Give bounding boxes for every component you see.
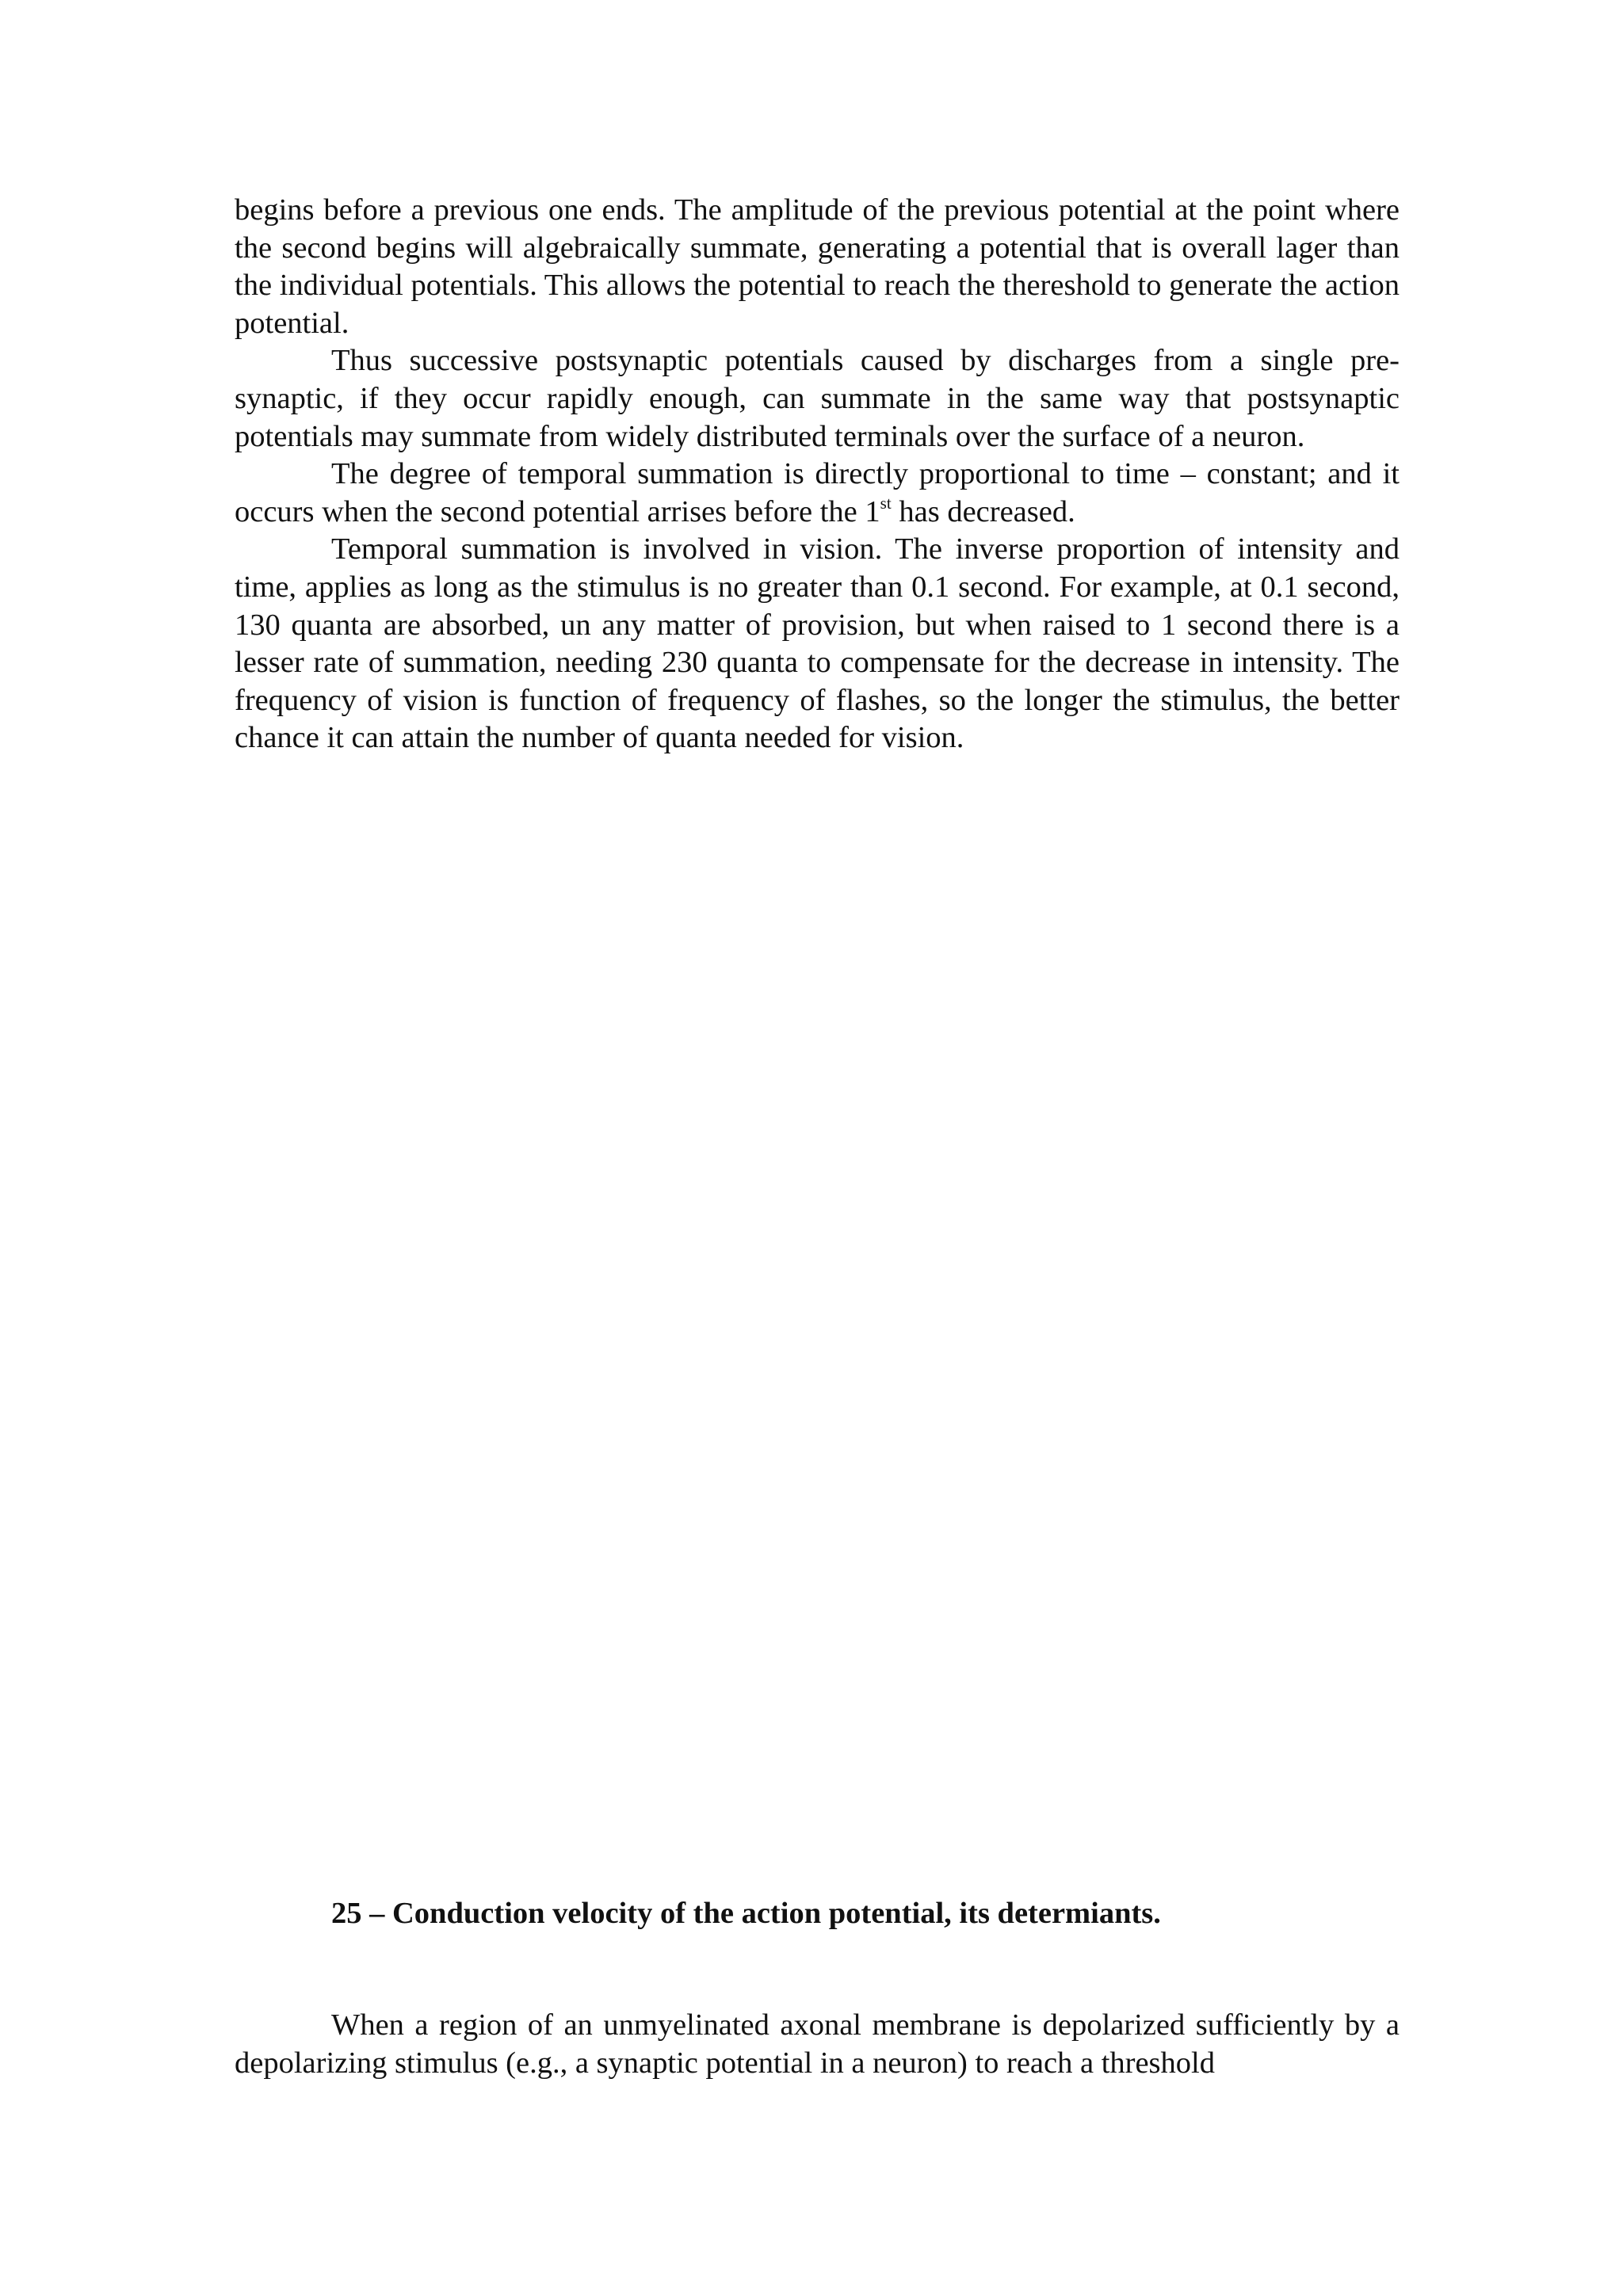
paragraph-2: Thus successive postsynaptic potentials caused by discharges from a single pre-synaptic, if they occur rapidly enough, can summate in the same way that postsynaptic potentials may summate from widely distributed terminals over the surface of a neuron. — [235, 344, 1400, 453]
text-block-lower — [235, 2007, 1400, 2082]
section-paragraph-1: When a region of an unmyelinated axonal membrane is depolarized sufficiently by a depolarizing stimulus (e.g., a synaptic potential in a neuron) to reach a threshold — [235, 2008, 1400, 2080]
paragraph-1: begins before a previous one ends. The amplitude of the previous potential at the point where the second begins will algebraically summate, generating a potential that is overall lager than the individual potentials. This allows the potential to reach the thereshold to generate the action potential. — [235, 193, 1400, 340]
paragraph-3 — [235, 456, 1400, 531]
ordinal-superscript: st — [880, 493, 892, 513]
paragraph-3-text-end: has decreased. — [891, 494, 1075, 528]
section-heading: 25 – Conduction velocity of the action potential, its determiants. — [331, 1897, 1161, 1930]
paragraph-3-text-start: The degree of temporal summation is directly proportional to time – constant; and it occurs when the second potential arrises before the 1 — [235, 457, 1400, 528]
text-block-upper — [235, 192, 1400, 757]
paragraph-4: Temporal summation is involved in vision. The inverse proportion of intensity and time, applies as long as the stimulus is no greater than 0.1 second. For example, at 0.1 second, 130 quanta are absorbed, un any matter of provision, but when raised to 1 second there is a lesser rate of summation, needing 230 quanta to compensate for the decrease in intensity. The frequency of vision is function of frequency of flashes, so the longer the stimulus, the better chance it can attain the number of quanta needed for vision. — [235, 532, 1400, 755]
